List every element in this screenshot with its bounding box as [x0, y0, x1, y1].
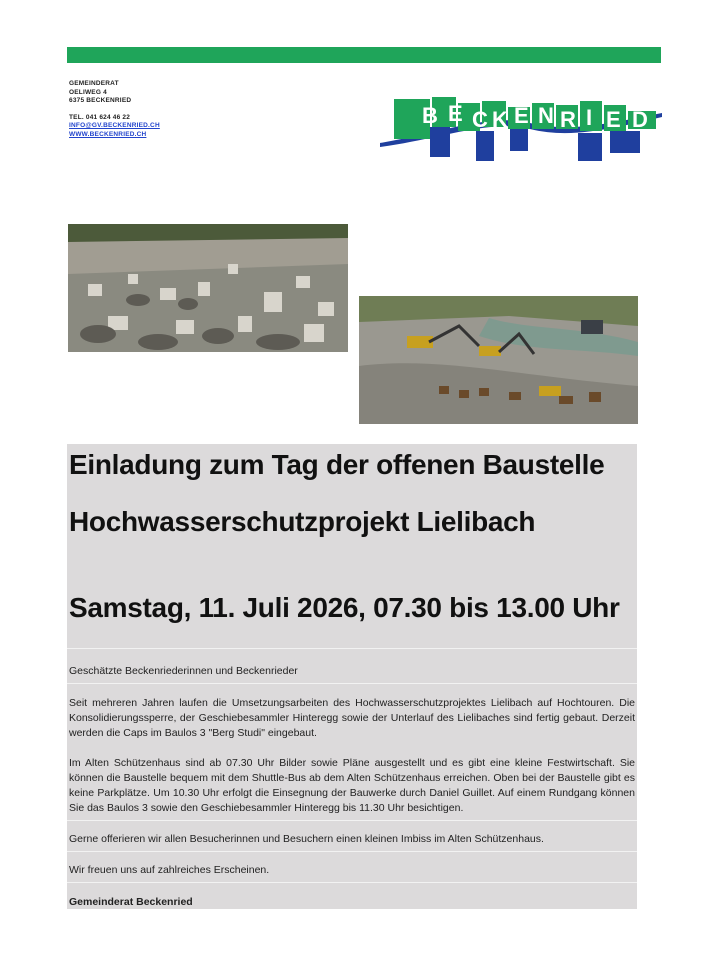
city: 6375 BECKENRIED	[69, 97, 132, 105]
paragraph-progress: Seit mehreren Jahren laufen die Umsetzungsarbeiten des Hochwasserschutzprojektes Lielibach auf Hochtouren. Die Konsolidierungssperre, der Geschiebesammler Hinteregg sowie der Unterlauf des Lielibaches sind fertig gebaut. Derzeit werden die Caps im Baulos 3 "Berg Studi" eingebaut.	[69, 697, 635, 739]
street: OELIWEG 4	[69, 88, 107, 96]
construction-rubble-photo	[68, 224, 348, 352]
logo-letter: E	[514, 103, 529, 128]
logo-letter: E	[606, 107, 621, 132]
logo-letter: E	[448, 101, 463, 126]
project-title: Hochwasserschutzprojekt Lielibach	[69, 506, 536, 537]
closing-line: Wir freuen uns auf zahlreiches Erscheinen.	[69, 864, 270, 876]
event-date: Samstag, 11. Juli 2026, 07.30 bis 13.00 Uhr	[69, 592, 620, 623]
signature: Gemeinderat Beckenried	[69, 896, 193, 908]
beckenried-logo	[380, 93, 662, 165]
email-link[interactable]: INFO@GV.BECKENRIED.CH	[69, 122, 160, 130]
construction-site-photo	[359, 296, 638, 424]
logo-letter: C	[472, 107, 488, 132]
logo-letter: B	[422, 103, 438, 128]
paragraph-program: Im Alten Schützenhaus sind ab 07.30 Uhr Bilder sowie Pläne ausgestellt und es gibt eine kleine Festwirtschaft. Sie können die Baustelle bequem mit dem Shuttle-Bus ab dem Alten Schützenhaus erreichen. Oben bei der Baustelle gibt es keine Parkplätze. Um 10.30 Uhr erfolgt die Einsegnung der Bauwerke durch Daniel Guillet. Auf einem Rundgang können Sie das Baulos 3 sowie den Geschiebesammler Hinteregg bis 11.30 Uhr besichtigen.	[69, 757, 635, 814]
header-green-bar	[67, 47, 661, 63]
logo-letter: N	[538, 103, 554, 128]
org-name: GEMEINDERAT	[69, 80, 119, 87]
letterhead-address	[69, 80, 160, 140]
logo-letter: D	[632, 107, 648, 132]
greeting: Geschätzte Beckenriederinnen und Beckenrieder	[69, 665, 298, 677]
invitation-title: Einladung zum Tag der offenen Baustelle	[69, 449, 605, 480]
logo-letter: R	[560, 107, 576, 132]
website-link[interactable]: WWW.BECKENRIED.CH	[69, 130, 147, 138]
logo-letter: I	[586, 105, 593, 130]
phone: TEL. 041 624 46 22	[69, 113, 131, 121]
paragraph-snack: Gerne offerieren wir allen Besucherinnen und Besuchern einen kleinen Imbiss im Alten Schützenhaus.	[69, 833, 544, 845]
logo-letter: K	[492, 107, 508, 132]
